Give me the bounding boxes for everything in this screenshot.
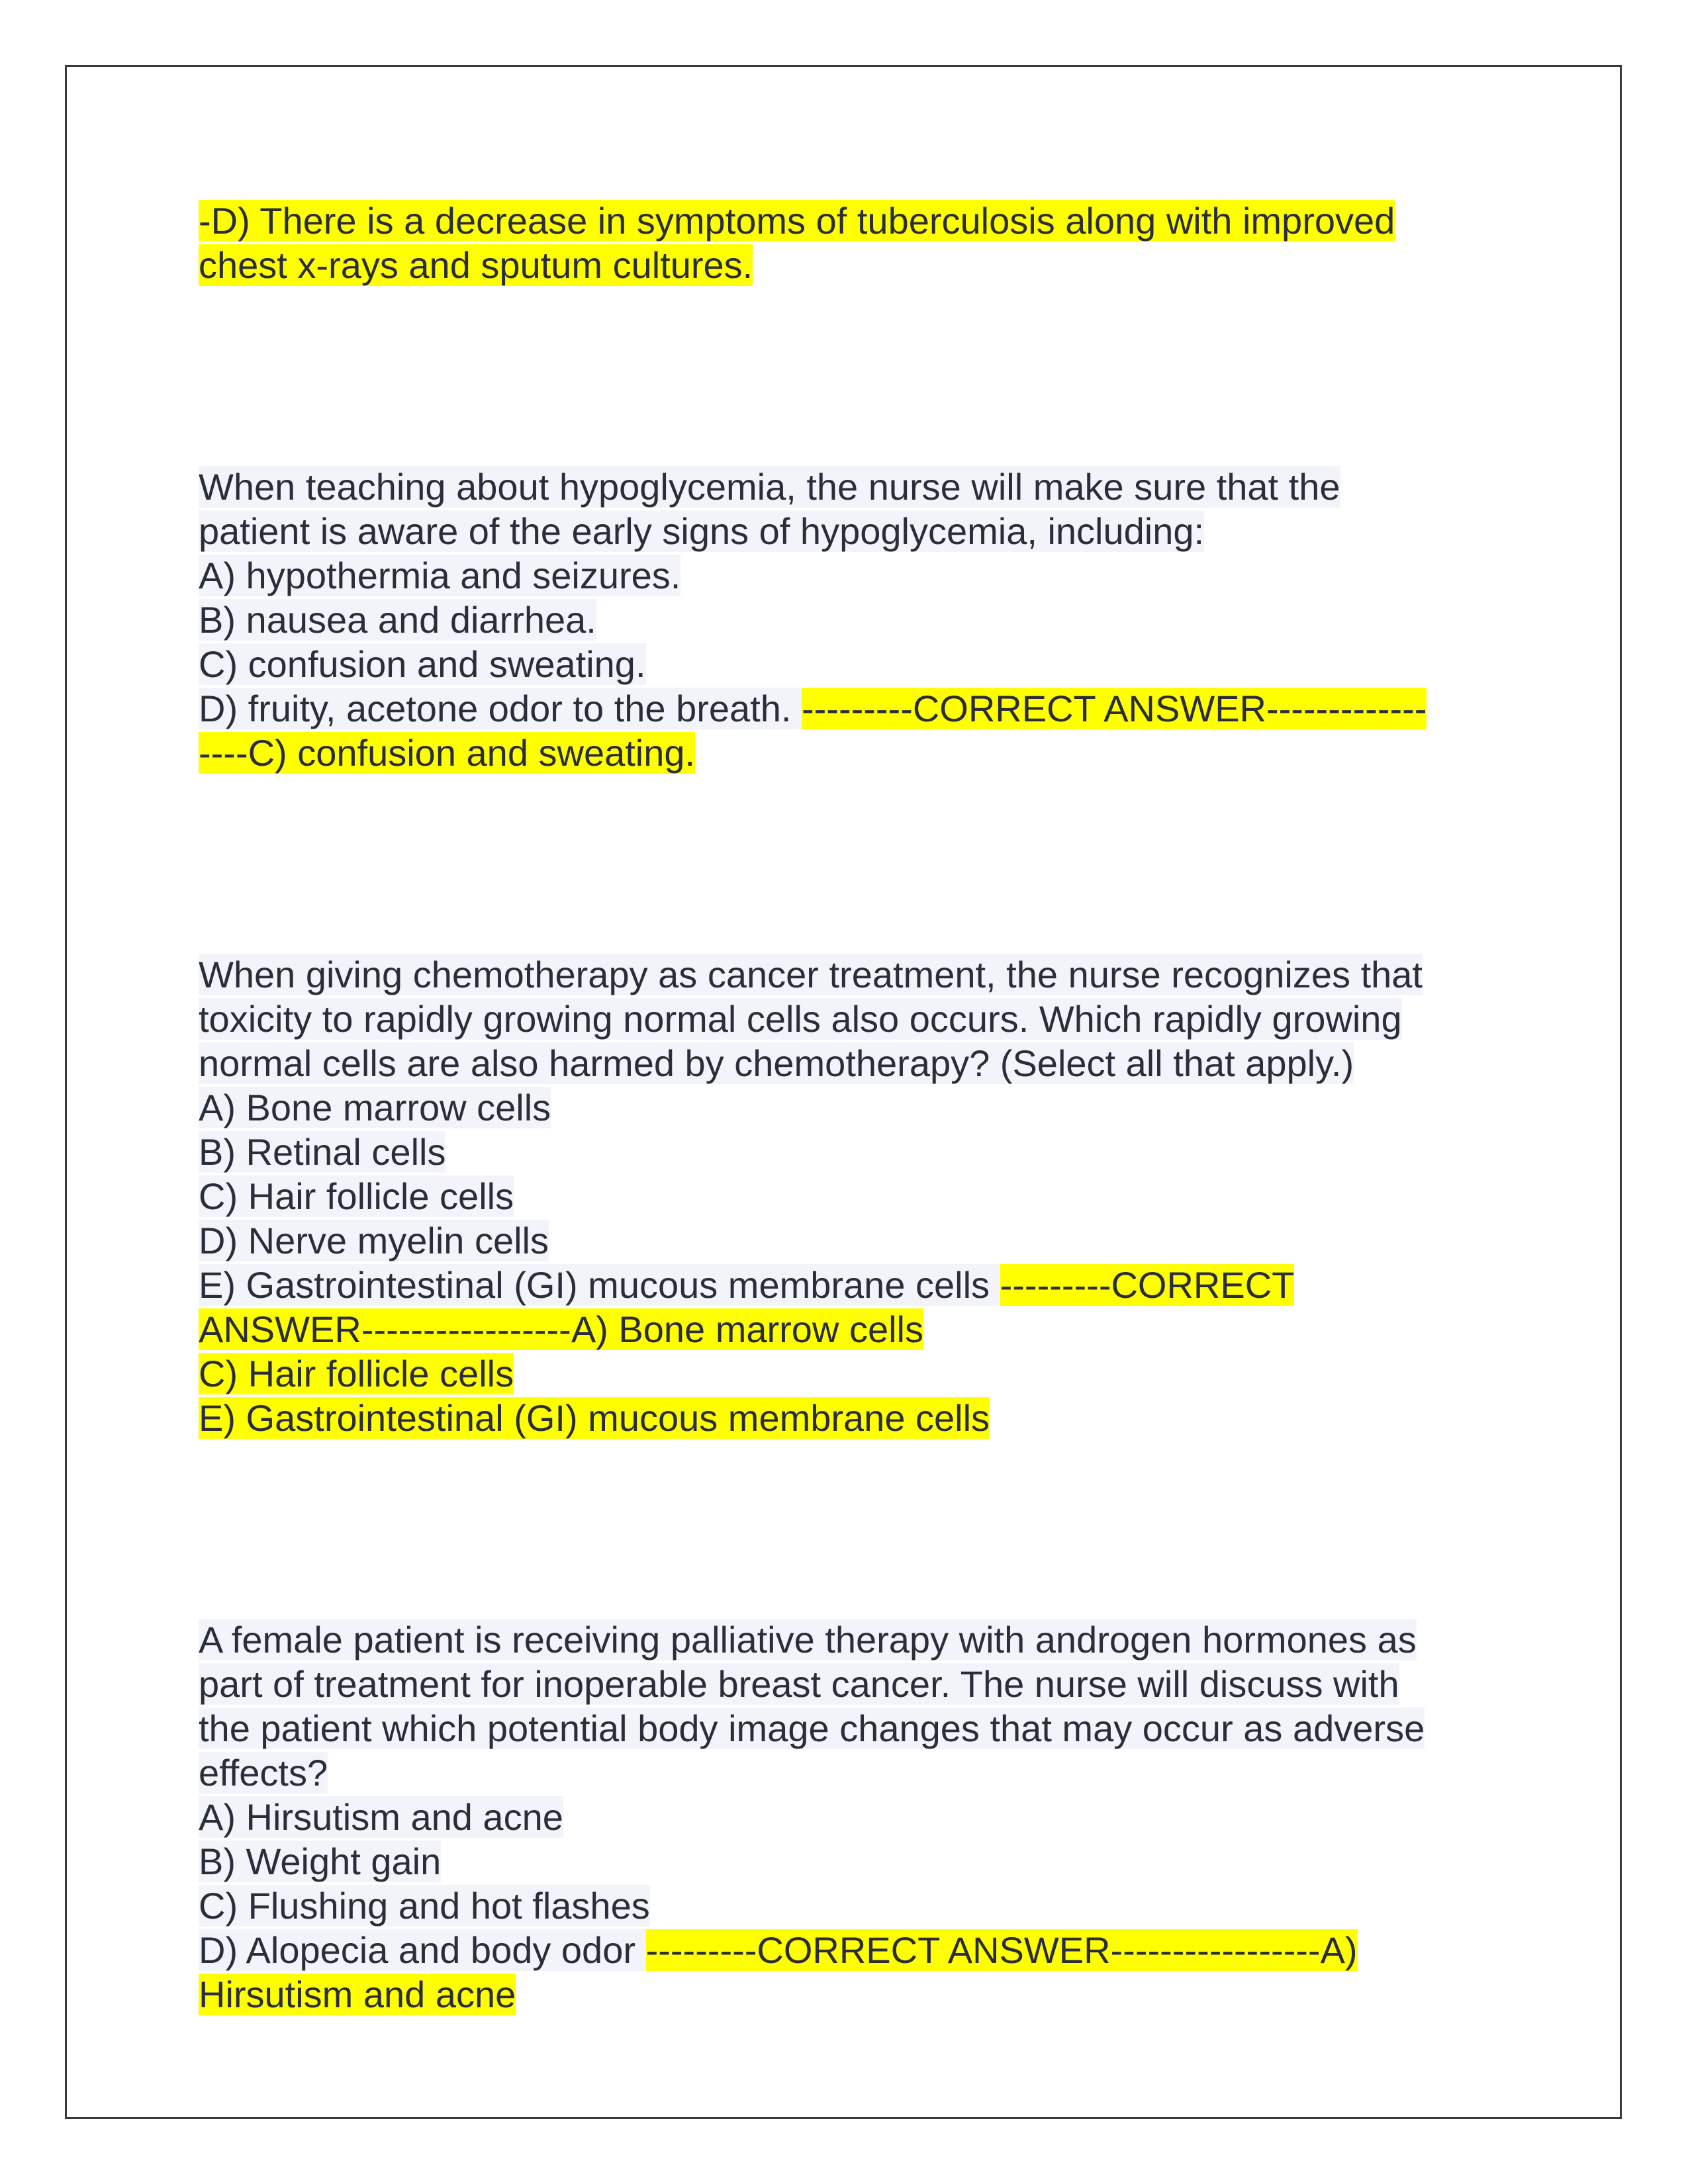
answer-option: A) hypothermia and seizures. [199, 555, 681, 596]
answer-option: C) Flushing and hot flashes [199, 1885, 650, 1927]
answer-option: B) nausea and diarrhea. [199, 599, 596, 641]
answer-option: D) Alopecia and body odor [199, 1929, 646, 1971]
question-text-line: patient is aware of the early signs of hypoglycemia, including: [199, 510, 1205, 552]
correct-answer-text: C) Hair follicle cells [199, 1353, 514, 1394]
question-text-line: When giving chemotherapy as cancer treatment, the nurse recognizes that [199, 954, 1423, 995]
highlighted-answer-line: -D) There is a decrease in symptoms of tuberculosis along with improved [199, 200, 1395, 242]
correct-answer-marker: ---------CORRECT ANSWER-----------------A) [645, 1929, 1358, 1971]
question-text-line: normal cells are also harmed by chemotherapy? (Select all that apply.) [199, 1042, 1354, 1084]
answer-block-1 [199, 199, 1496, 287]
answer-option: A) Hirsutism and acne [199, 1796, 563, 1838]
correct-answer-text: E) Gastrointestinal (GI) mucous membrane cells [199, 1397, 990, 1439]
highlighted-answer-line: chest x-rays and sputum cultures. [199, 244, 753, 286]
correct-answer-marker: ---------CORRECT [1000, 1264, 1295, 1306]
correct-answer-text: Hirsutism and acne [199, 1974, 516, 2015]
answer-option: A) Bone marrow cells [199, 1087, 551, 1128]
answer-option: E) Gastrointestinal (GI) mucous membrane cells [199, 1264, 1000, 1306]
question-block-chemotherapy [199, 952, 1496, 1440]
correct-answer-marker: ---------CORRECT ANSWER------------- [802, 688, 1427, 729]
answer-option: C) confusion and sweating. [199, 643, 646, 685]
answer-option: D) Nerve myelin cells [199, 1220, 549, 1261]
answer-option: B) Weight gain [199, 1841, 442, 1882]
answer-option: D) fruity, acetone odor to the breath. [199, 688, 802, 729]
document-content [199, 199, 1496, 2017]
question-text-line: the patient which potential body image changes that may occur as adverse [199, 1707, 1425, 1749]
question-text-line: toxicity to rapidly growing normal cells also occurs. Which rapidly growing [199, 998, 1402, 1040]
answer-option: B) Retinal cells [199, 1131, 446, 1173]
correct-answer-text: ANSWER-----------------A) Bone marrow cells [199, 1308, 923, 1350]
question-text-line: When teaching about hypoglycemia, the nurse will make sure that the [199, 466, 1340, 508]
question-block-androgen [199, 1617, 1496, 2017]
answer-option: C) Hair follicle cells [199, 1175, 514, 1217]
question-text-line: A female patient is receiving palliative therapy with androgen hormones as [199, 1619, 1417, 1661]
question-text-line: effects? [199, 1752, 328, 1794]
question-text-line: part of treatment for inoperable breast cancer. The nurse will discuss with [199, 1663, 1399, 1705]
question-block-hypoglycemia [199, 465, 1496, 775]
correct-answer-text: ----C) confusion and sweating. [199, 732, 696, 774]
